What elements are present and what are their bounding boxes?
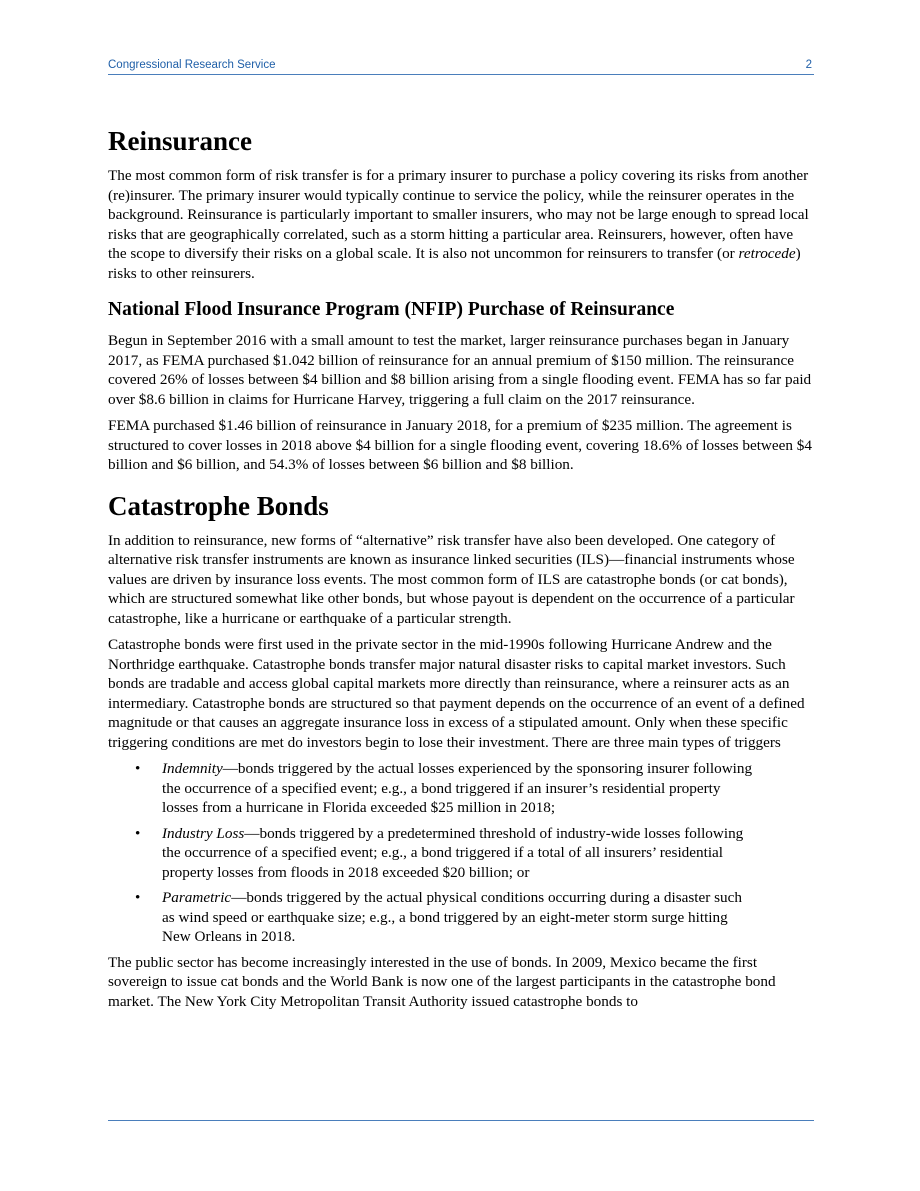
list-item <box>108 888 814 947</box>
bullet-icon: • <box>135 889 141 906</box>
list-item <box>108 824 814 883</box>
italic-term: retrocede <box>738 245 796 262</box>
paragraph-cat-bonds-1: In addition to reinsurance, new forms of “alternative” risk transfer have also been developed. One category of alternative risk transfer instruments are known as insurance linked securities (ILS)—financial instruments whose values are driven by insurance loss events. The most common form of ILS are catastrophe bonds (or cat bonds), which are structured somewhat like other bonds, but whose payout is dependent on the occurrence of a particular catastrophe, like a hurricane or earthquake of a particular strength. <box>108 531 795 627</box>
header-org-name: Congressional Research Service <box>108 59 276 71</box>
list-item-text: —bonds triggered by the actual losses experienced by the sponsoring insurer following the occurrence of a specified event; e.g., a bond triggered if an insurer’s residential property losses from a hurricane in Florida exceeded $25 million in 2018; <box>162 760 753 816</box>
section-heading-reinsurance: Reinsurance <box>108 126 252 156</box>
subsection-heading-nfip: National Flood Insurance Program (NFIP) Purchase of Reinsurance <box>108 299 675 320</box>
section-heading-cat-bonds: Catastrophe Bonds <box>108 490 329 521</box>
paragraph-cat-bonds-2: Catastrophe bonds were first used in the private sector in the mid-1990s following Hurricane Andrew and the Northridge earthquake. Catastrophe bonds transfer major natural disaster risks to capital market investors. Such bonds are tradable and access global capital markets more directly than reinsurance, where a reinsurer acts as an intermediary. Catastrophe bonds are structured so that payment depends on the occurrence of an event of a defined magnitude or that causes an aggregate insurance loss in excess of a stipulated amount. Only when these specific triggering conditions are met do investors begin to lose their investment. There are three main types of triggers <box>108 636 805 751</box>
paragraph-reinsurance <box>108 166 814 283</box>
paragraph-cat-bonds-3: The public sector has become increasingly interested in the use of bonds. In 2009, Mexico became the first sovereign to issue cat bonds and the World Bank is now one of the largest participants in the catastrophe bond market. The New York City Metropolitan Transit Authority issued catastrophe bonds to <box>108 953 776 1010</box>
footer-divider <box>108 1120 814 1121</box>
list-item-term: Indemnity <box>162 760 223 777</box>
trigger-types-list <box>108 759 814 947</box>
list-item-text: —bonds triggered by a predetermined threshold of industry-wide losses following the occurrence of a specified event; e.g., a bond triggered if a total of all insurers’ residential property losses from floods in 2018 exceeded $20 billion; or <box>162 824 744 881</box>
bullet-icon: • <box>135 760 141 777</box>
list-item-text: —bonds triggered by the actual physical conditions occurring during a disaster such as wind speed or earthquake size; e.g., a bond triggered by an eight-meter storm surge hitting New Orleans in 2018. <box>162 889 742 945</box>
document-body <box>108 124 814 1018</box>
list-item <box>108 759 814 818</box>
page-header <box>108 58 814 75</box>
list-item-term: Parametric <box>162 889 232 906</box>
paragraph-nfip-2: FEMA purchased $1.46 billion of reinsurance in January 2018, for a premium of $235 million. The agreement is structured to cover losses in 2018 above $4 billion for a single flooding event, covering 18.6% of losses between $4 billion and $6 billion, and 54.3% of losses between $6 billion and $8 billion. <box>108 417 812 473</box>
page-number: 2 <box>805 59 812 71</box>
text-run: The most common form of risk transfer is for a primary insurer to purchase a policy covering its risks from another (re)insurer. The primary insurer would typically continue to service the policy, while the reinsurer operates in the background. Reinsurance is particularly important to smaller insurers, who may not be large enough to spread local risks that are geographically correlated, such as a storm hitting a particular area. Reinsurers, however, often have the scope to diversify their risks on a global scale. It is also not uncommon for reinsurers to transfer (or <box>108 167 809 262</box>
text-run: ) risks to other reinsurers. <box>108 245 801 282</box>
paragraph-nfip-1: Begun in September 2016 with a small amount to test the market, larger reinsurance purchases began in January 2017, as FEMA purchased $1.042 billion of reinsurance for an annual premium of $150 million. The reinsurance covered 26% of losses between $4 billion and $8 billion arising from a single flooding event. FEMA has so far paid over $8.6 billion in claims for Hurricane Harvey, triggering a full claim on the 2017 reinsurance. <box>108 332 812 408</box>
bullet-icon: • <box>135 824 141 842</box>
list-item-term: Industry Loss <box>162 824 245 842</box>
